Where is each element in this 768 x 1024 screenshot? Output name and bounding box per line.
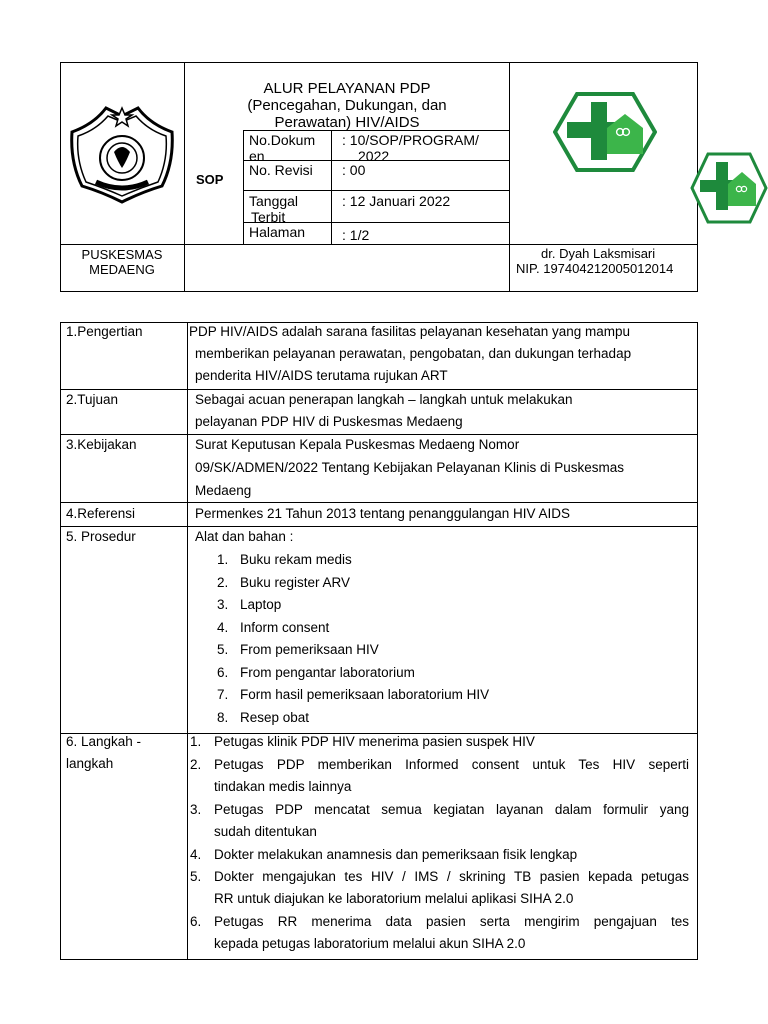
- tool-item-number: 8.: [217, 710, 229, 725]
- step-text: kepada petugas laboratorium melalui akun SIHA 2.0: [214, 936, 526, 951]
- tool-item-number: 1.: [217, 552, 229, 567]
- tool-item: Form hasil pemeriksaan laboratorium HIV: [240, 687, 490, 702]
- tool-item-number: 5.: [217, 642, 229, 657]
- row-label-langkah: 6. Langkah -: [66, 734, 142, 749]
- tool-item: Resep obat: [240, 710, 310, 725]
- signer-nip: NIP. 197404212005012014: [516, 261, 674, 276]
- tool-item: Inform consent: [240, 620, 330, 635]
- step-text: Petugas PDP memberikan Informed consent untuk Tes HIV seperti: [214, 757, 689, 772]
- signer-name: dr. Dyah Laksmisari: [541, 246, 656, 261]
- meta-label-page: Halaman: [249, 224, 306, 240]
- puskesmas-logo-icon: [553, 92, 657, 172]
- step-text: Dokter mengajukan tes HIV / IMS / skrining TB pasien kepada petugas: [214, 869, 689, 884]
- sop-label: SOP: [196, 172, 224, 187]
- tool-item-number: 4.: [217, 620, 229, 635]
- puskesmas-side-logo-icon: [690, 152, 768, 224]
- row-label-pengertian: 1.Pengertian: [66, 324, 143, 339]
- step-number: 1.: [190, 734, 202, 749]
- tujuan-line: pelayanan PDP HIV di Puskesmas Medaeng: [195, 414, 463, 429]
- meta-value-revision: : 00: [342, 162, 366, 178]
- tujuan-line: Sebagai acuan penerapan langkah – langkah untuk melakukan: [195, 392, 573, 407]
- meta-value-issue-date: : 12 Januari 2022: [342, 193, 451, 209]
- meta-label-revision: No. Revisi: [249, 162, 313, 178]
- tool-item: Buku register ARV: [240, 575, 351, 590]
- regency-emblem-icon: [66, 102, 178, 206]
- prosedur-intro: Alat dan bahan :: [195, 529, 294, 544]
- step-text: tindakan medis lainnya: [214, 779, 352, 794]
- row-label-prosedur: 5. Prosedur: [66, 529, 136, 544]
- row-label-langkah: langkah: [66, 756, 114, 771]
- title-line: Perawatan) HIV/AIDS: [274, 114, 420, 131]
- tool-item: From pengantar laboratorium: [240, 665, 415, 680]
- meta-label-doc-number: No.Dokum en: [249, 132, 316, 164]
- pengertian-line: PDP HIV/AIDS adalah sarana fasilitas pelayanan kesehatan yang mampu: [189, 324, 631, 339]
- kebijakan-line: 09/SK/ADMEN/2022 Tentang Kebijakan Pelayanan Klinis di Puskesmas: [195, 460, 625, 475]
- meta-value-doc-number: : 10/SOP/PROGRAM/ 2022: [342, 132, 479, 164]
- pengertian-line: penderita HIV/AIDS terutama rujukan ART: [195, 368, 448, 383]
- tool-item: Laptop: [240, 597, 282, 612]
- puskesmas-name: PUSKESMAS MEDAENG: [81, 247, 163, 277]
- referensi-line: Permenkes 21 Tahun 2013 tentang penanggulangan HIV AIDS: [195, 506, 571, 521]
- title-line: (Pencegahan, Dukungan, dan: [247, 97, 447, 114]
- kebijakan-line: Medaeng: [195, 483, 252, 498]
- title-line: ALUR PELAYANAN PDP: [263, 80, 431, 97]
- row-label-referensi: 4.Referensi: [66, 506, 136, 521]
- step-number: 3.: [190, 802, 202, 817]
- step-number: 5.: [190, 869, 202, 884]
- tool-item-number: 7.: [217, 687, 229, 702]
- step-text: sudah ditentukan: [214, 824, 317, 839]
- tool-item: Buku rekam medis: [240, 552, 352, 567]
- step-number: 4.: [190, 847, 202, 862]
- meta-label-issue-date: Tanggal Terbit: [249, 193, 299, 225]
- tool-item-number: 3.: [217, 597, 229, 612]
- step-text: Petugas RR menerima data pasien serta mengirim pengajuan tes: [214, 914, 689, 929]
- row-label-kebijakan: 3.Kebijakan: [66, 437, 137, 452]
- step-text: RR untuk diajukan ke laboratorium melalui aplikasi SIHA 2.0: [214, 891, 574, 906]
- meta-value-page: : 1/2: [342, 227, 370, 243]
- tool-item: From pemeriksaan HIV: [240, 642, 379, 657]
- step-text: Petugas klinik PDP HIV menerima pasien suspek HIV: [214, 734, 535, 749]
- pengertian-line: memberikan pelayanan perawatan, pengobatan, dan dukungan terhadap: [195, 346, 632, 361]
- step-number: 6.: [190, 914, 202, 929]
- step-text: Dokter melakukan anamnesis dan pemeriksaan fisik lengkap: [214, 847, 578, 862]
- kebijakan-line: Surat Keputusan Kepala Puskesmas Medaeng Nomor: [195, 437, 520, 452]
- tool-item-number: 6.: [217, 665, 229, 680]
- step-text: Petugas PDP mencatat semua kegiatan layanan dalam formulir yang: [214, 802, 689, 817]
- step-number: 2.: [190, 757, 202, 772]
- row-label-tujuan: 2.Tujuan: [66, 392, 119, 407]
- sop-title: [186, 80, 508, 131]
- tool-item-number: 2.: [217, 575, 229, 590]
